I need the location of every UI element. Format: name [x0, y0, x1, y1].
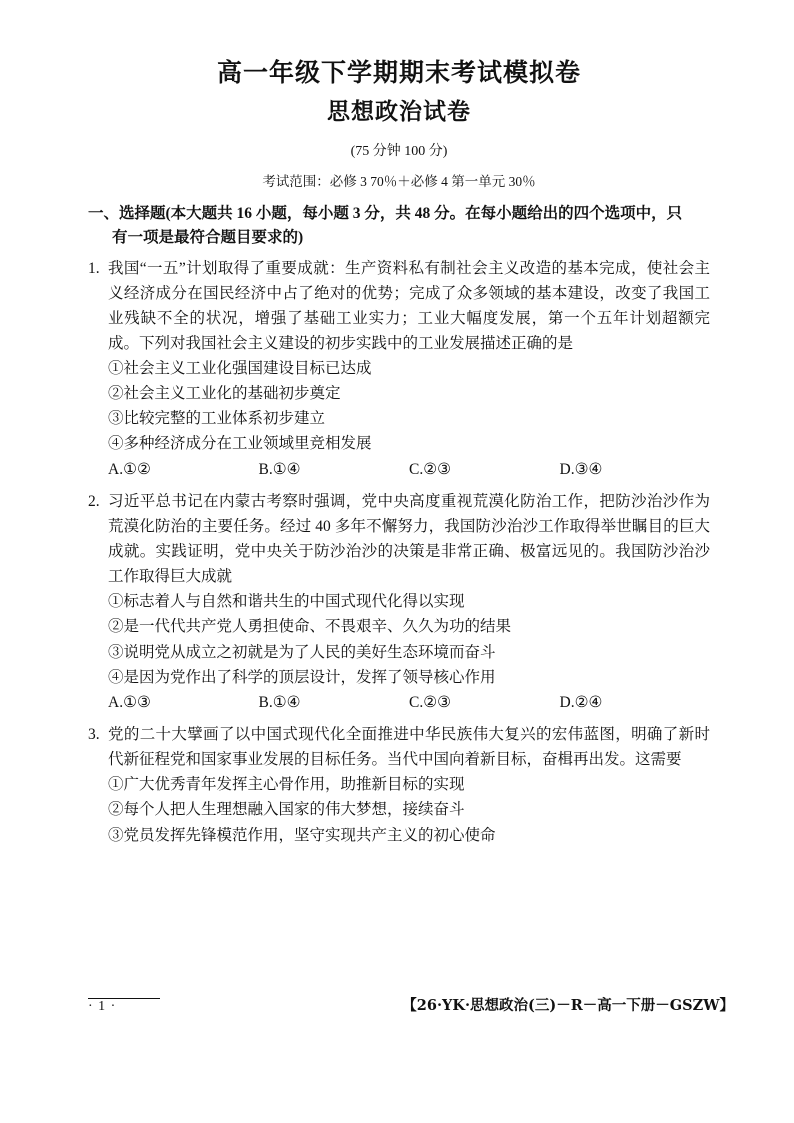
question-2-choices	[88, 690, 710, 716]
question-1-choice-c[interactable]: C.②③	[409, 460, 452, 478]
exam-scope: 考试范围：必修 3 70％＋必修 4 第一单元 30％	[262, 173, 536, 189]
question-1-body	[88, 256, 710, 356]
question-2-stem: 习近平总书记在内蒙古考察时强调，党中央高度重视荒漠化防治工作，把防沙治沙作为荒漠化防治的主要任务。经过 40 多年不懈努力，我国防沙治沙工作取得举世瞩目的巨大成就。实践证明，党中央关于防沙治沙的决策是非常正确、极富远见的。我国防沙治沙工作取得巨大成就	[108, 492, 710, 586]
question-1-option-2: ②社会主义工业化的基础初步奠定	[108, 385, 341, 403]
question-1-choice-b[interactable]: B.①④	[258, 460, 301, 478]
question-item	[88, 489, 710, 716]
question-3-option-1: ①广大优秀青年发挥主心骨作用，助推新目标的实现	[108, 776, 465, 794]
question-1-stem: 我国“一五”计划取得了重要成就：生产资料私有制社会主义改造的基本完成，使社会主义经济成分在国民经济中占了绝对的优势；完成了众多领域的基本建设，改变了我国工业残缺不全的状况，增强了基础工业实力；工业大幅度发展，第一个五年计划超额完成。下列对我国社会主义建设的初步实践中的工业发展描述正确的是	[108, 259, 710, 352]
paper-content	[88, 58, 710, 848]
page-number: · 1 ·	[88, 999, 117, 1014]
question-3-number: 3.	[88, 726, 100, 744]
question-2-body	[88, 489, 710, 589]
paper-code: 【26·YK·思想政治(三)－R－高一下册－GSZW】	[402, 997, 734, 1014]
question-1-option-1: ①社会主义工业化强国建设目标已达成	[108, 360, 372, 378]
exam-duration-score: (75 分钟 100 分)	[350, 143, 448, 159]
question-3-stem: 党的二十大擘画了以中国式现代化全面推进中华民族伟大复兴的宏伟蓝图，明确了新时代新征程党和国家事业发展的目标任务。当代中国向着新目标，奋楫再出发。这需要	[108, 726, 710, 769]
question-2-option-4: ④是因为党作出了科学的顶层设计，发挥了领导核心作用	[108, 668, 496, 686]
question-1-choices	[88, 457, 710, 483]
question-item	[88, 256, 710, 483]
question-2-choice-c[interactable]: C.②③	[409, 693, 452, 711]
question-item	[88, 722, 710, 848]
question-1-choice-d[interactable]: D.③④	[559, 460, 603, 478]
question-2-number: 2.	[88, 492, 100, 510]
section-one-heading-line1: 一、选择题(本大题共 16 小题，每小题 3 分，共 48 分。在每小题给出的四个选项中，只	[88, 204, 683, 222]
question-2-option-3: ③说明党从成立之初就是为了人民的美好生态环境而奋斗	[108, 643, 496, 661]
question-3-body	[88, 722, 710, 772]
section-one-heading-line2: 有一项是最符合题目要求的)	[112, 228, 304, 246]
page-subtitle: 思想政治试卷	[327, 98, 471, 125]
page-title: 高一年级下学期期末考试模拟卷	[216, 58, 581, 87]
page-footer	[88, 994, 734, 1015]
question-2-option-1: ①标志着人与自然和谐共生的中国式现代化得以实现	[108, 593, 465, 611]
question-3-option-2: ②每个人把人生理想融入国家的伟大梦想，接续奋斗	[108, 801, 465, 819]
question-3-option-3: ③党员发挥先锋模范作用，坚守实现共产主义的初心使命	[108, 826, 496, 844]
section-one-heading	[88, 202, 710, 250]
question-1-option-3: ③比较完整的工业体系初步建立	[108, 410, 326, 428]
question-2-choice-d[interactable]: D.②④	[559, 693, 603, 711]
question-2-choice-a[interactable]: A.①③	[108, 693, 151, 711]
question-1-number: 1.	[88, 259, 100, 277]
question-2-option-2: ②是一代代共产党人勇担使命、不畏艰辛、久久为功的结果	[108, 618, 512, 636]
question-1-choice-a[interactable]: A.①②	[108, 460, 151, 478]
question-1-option-4: ④多种经济成分在工业领域里竞相发展	[108, 435, 372, 453]
question-2-choice-b[interactable]: B.①④	[258, 693, 301, 711]
